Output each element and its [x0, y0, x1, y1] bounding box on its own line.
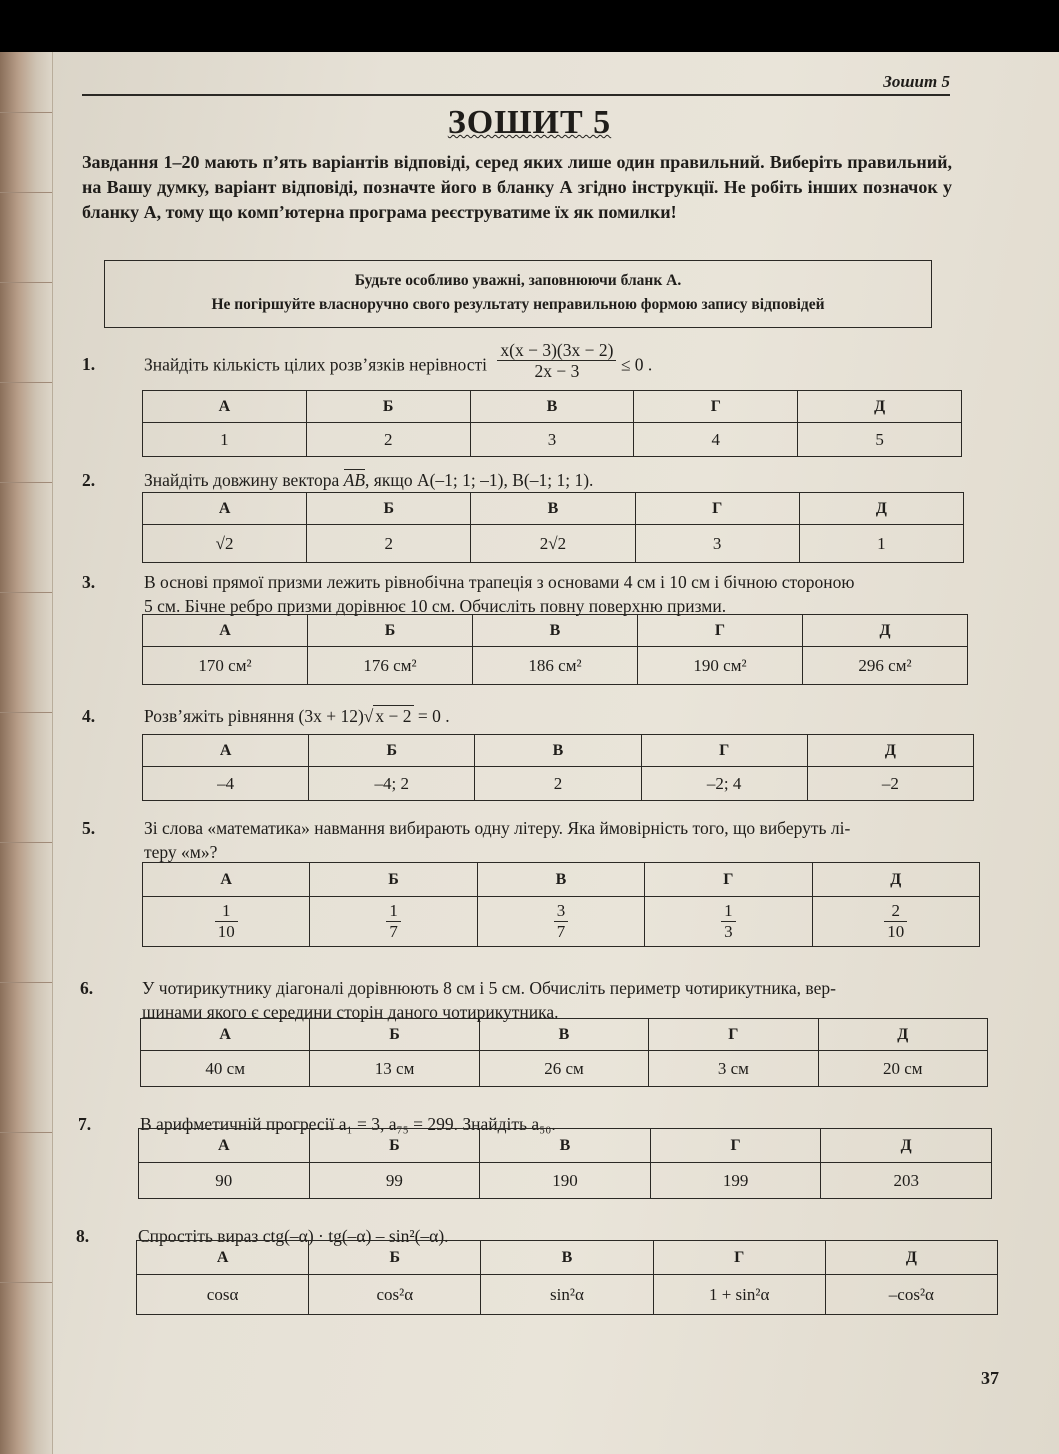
answer-cell: 1 [143, 423, 307, 457]
question-text: Спростіть вираз ctg(–α) · tg(–α) – sin²(–α). [138, 1226, 449, 1246]
answer-table-5: А Б В Г Д $\frac{1}{10}$ $\frac{1}{7}$ $\frac{3}{7}$ $\frac{1}{3}$ $\frac{2}{10}$ [142, 862, 980, 947]
answer-cell: 203 [821, 1163, 992, 1199]
answer-cell: 4 [634, 423, 798, 457]
radicand: x − 2 [375, 706, 412, 726]
answer-cell: 99 [309, 1163, 480, 1199]
answer-table-8: А Б В Г Д cosα cos²α sin²α 1 + sin²α –cos²α [136, 1240, 998, 1315]
question-4: 4. Розв’яжіть рівняння (3x + 12)√ x − 2 = 0 . [82, 706, 450, 726]
workbook-page [0, 52, 1059, 1454]
question-number: 4. [82, 706, 96, 726]
answer-cell: –2; 4 [641, 767, 807, 801]
question-number: 1. [82, 354, 96, 374]
question-text: В арифметичній прогресії a₁ = 3, a₇₅ = 299. Знайдіть a₅₀. [140, 1114, 556, 1134]
answer-cell: 3 [635, 525, 799, 563]
answer-cell: $\frac{1}{10}$ [143, 897, 310, 947]
answer-cell: $\frac{1}{3}$ [645, 897, 812, 947]
instructions: Завдання 1–20 мають п’ять варіантів відповіді, серед яких лише один правильний. Виберіть правильний, на Вашу думку, варіант відповіді, позначте його в бланку А згідно інструкції. Не робіть інших позначок у бланку А, тому що комп’ютерна програма реєструватиме їх як помилки! [82, 152, 952, 222]
vector-ab: AB [343, 470, 366, 490]
answer-cell: 90 [139, 1163, 310, 1199]
answer-cell: 190 [480, 1163, 651, 1199]
notice-box [104, 260, 932, 328]
answer-cell: 5 [798, 423, 962, 457]
question-number: 3. [82, 572, 96, 592]
question-number: 5. [82, 818, 96, 838]
answer-cell: 1 [799, 525, 963, 563]
notice-line-2: Не погіршуйте власноручно свого результату неправильною формою запису відповідей [211, 296, 825, 313]
answer-cell: 40 см [141, 1051, 310, 1087]
answer-cell: 2√2 [471, 525, 635, 563]
answer-cell: cosα [137, 1275, 309, 1315]
answer-cell: $\frac{3}{7}$ [477, 897, 644, 947]
inequality-fraction: $\frac{x(x - 3)(3x - 2)}{2x - 3}$ [497, 340, 616, 381]
answer-cell: 2 [307, 525, 471, 563]
answer-cell: 170 см² [143, 647, 308, 685]
answer-cell: 26 см [479, 1051, 648, 1087]
running-title: Зошит 5 [883, 72, 950, 91]
answer-cell: 176 см² [308, 647, 473, 685]
answer-cell: $\frac{1}{7}$ [310, 897, 477, 947]
answer-cell: 1 + sin²α [653, 1275, 825, 1315]
answer-table-2: А Б В Г Д √2 2 2√2 3 1 [142, 492, 964, 563]
answer-cell: 296 см² [803, 647, 968, 685]
page-title: ЗОШИТ 5 [447, 104, 612, 141]
question-6: 6. У чотирикутнику діагоналі дорівнюють 8 см і 5 см. Обчисліть периметр чотирикутника, вер- шинами якого є середини сторін даного чотирикутника. [80, 978, 836, 1022]
answer-cell: 20 см [818, 1051, 987, 1087]
question-text: Знайдіть кількість цілих розв’язків нерівності [144, 354, 488, 375]
answer-cell: 2 [306, 423, 470, 457]
answer-table-6: А Б В Г Д 40 см 13 см 26 см 3 см 20 см [140, 1018, 988, 1087]
question-number: 7. [78, 1114, 92, 1134]
question-3: 3. В основі прямої призми лежить рівнобічна трапеція з основами 4 см і 10 см і бічною стороною 5 см. Бічне ребро призми дорівнює 10 см. Обчисліть повну поверхню призми. [82, 572, 855, 616]
answer-cell: cos²α [309, 1275, 481, 1315]
answer-cell: 190 см² [638, 647, 803, 685]
answer-table-3: А Б В Г Д 170 см² 176 см² 186 см² 190 см² 296 см² [142, 614, 968, 685]
question-number: 6. [80, 978, 94, 998]
question-1: 1. Знайдіть кількість цілих розв’язків нерівності $\frac{x(x - 3)(3x - 2)}{2x - 3}$ ≤ 0 . [82, 340, 653, 381]
answer-cell: 2 [475, 767, 641, 801]
answer-cell: √2 [143, 525, 307, 563]
answer-cell: –cos²α [825, 1275, 997, 1315]
notice-line-1: Будьте особливо уважні, заповнюючи бланк А. [354, 272, 682, 289]
question-number: 2. [82, 470, 96, 490]
running-header [82, 72, 950, 96]
answer-cell: $\frac{2}{10}$ [812, 897, 979, 947]
answer-cell: –2 [807, 767, 973, 801]
answer-cell: 186 см² [473, 647, 638, 685]
answer-cell: 13 см [310, 1051, 479, 1087]
answer-table-7: А Б В Г Д 90 99 190 199 203 [138, 1128, 992, 1199]
page-number: 37 [981, 1368, 999, 1388]
answer-table-4: А Б В Г Д –4 –4; 2 2 –2; 4 –2 [142, 734, 974, 801]
notebook-binding [0, 52, 53, 1454]
answer-cell: 3 [470, 423, 634, 457]
answer-cell: 3 см [649, 1051, 818, 1087]
question-5: 5. Зі слова «математика» навмання вибирають одну літеру. Яка ймовірність того, що виберуть лі- теру «м»? [82, 818, 851, 862]
answer-cell: sin²α [481, 1275, 653, 1315]
answer-cell: –4; 2 [309, 767, 475, 801]
answer-table-1: А Б В Г Д 1 2 3 4 5 [142, 390, 962, 457]
question-number: 8. [76, 1226, 90, 1246]
question-2: 2. Знайдіть довжину вектора AB, якщо A(–1; 1; –1), B(–1; 1; 1). [82, 470, 594, 490]
answer-cell: 199 [650, 1163, 821, 1199]
answer-cell: –4 [143, 767, 309, 801]
